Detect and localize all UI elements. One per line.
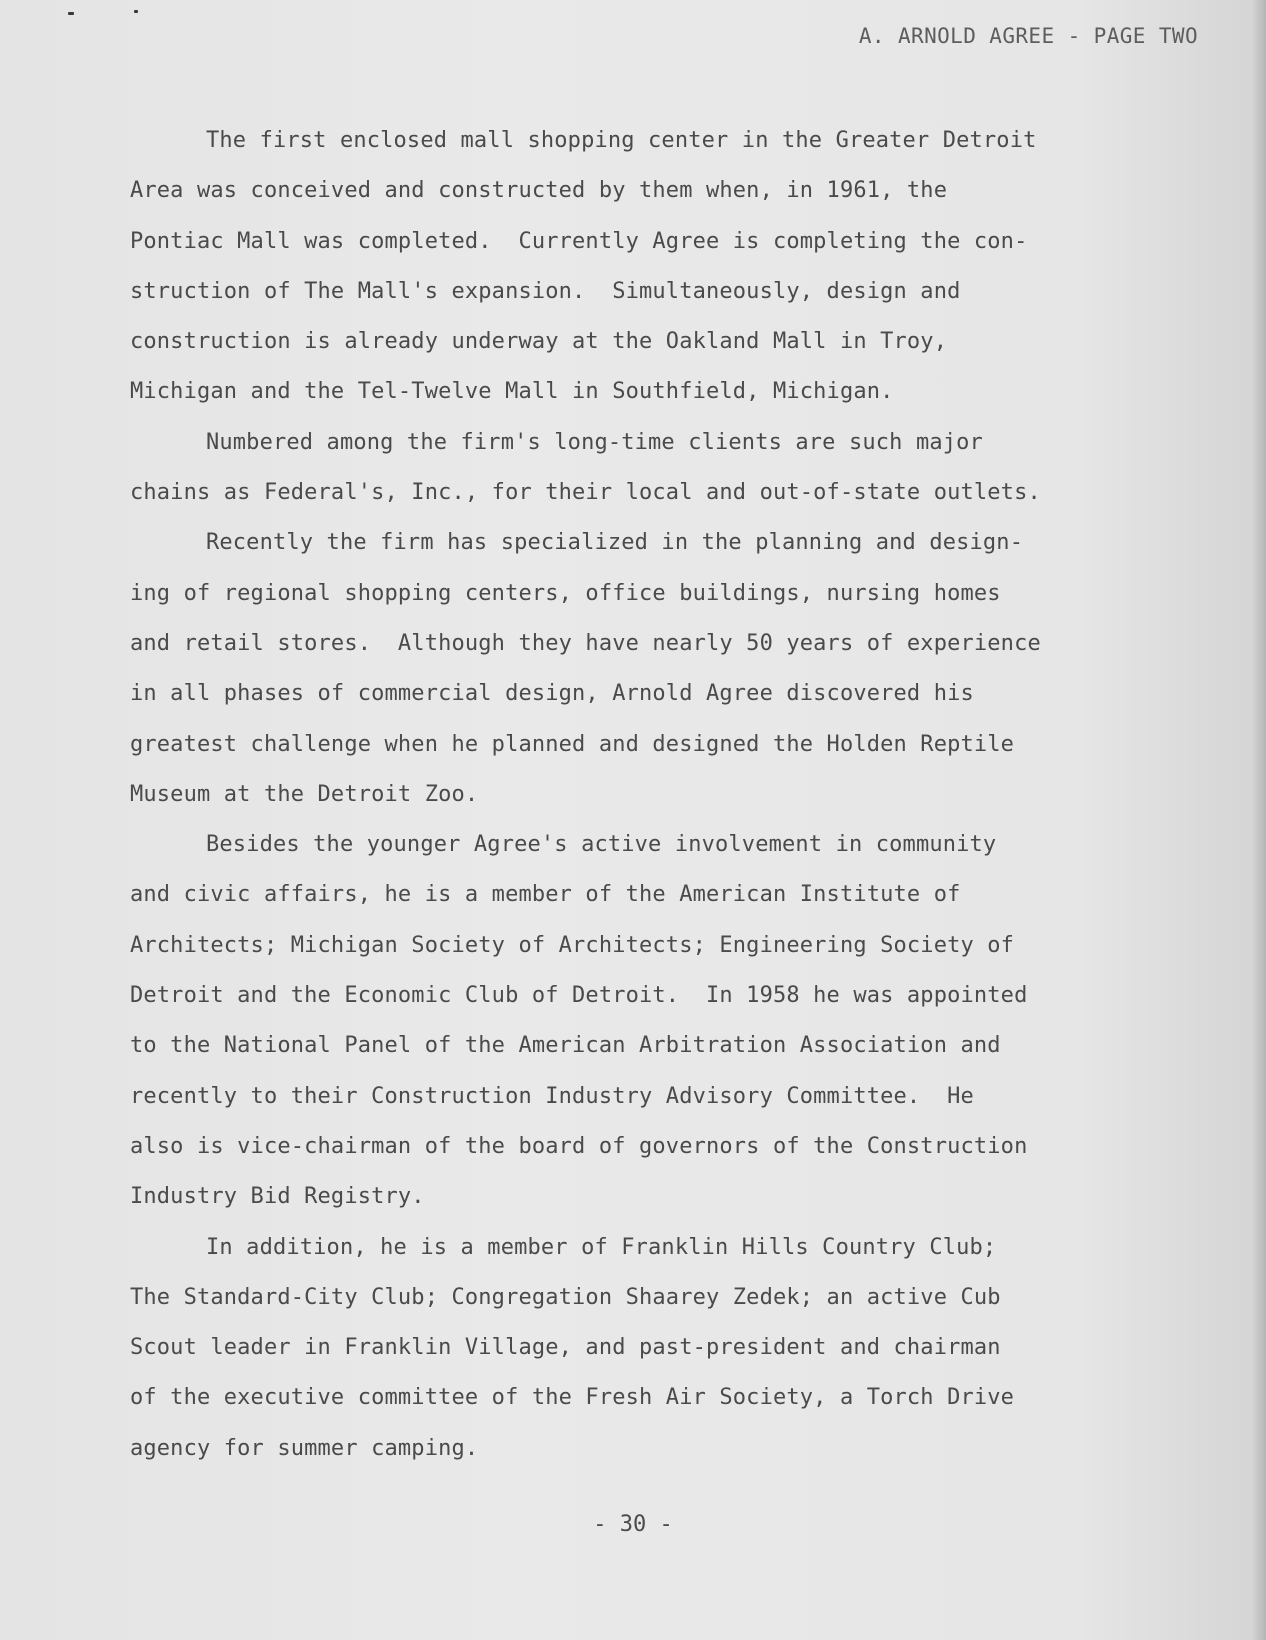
text-line: Michigan and the Tel-Twelve Mall in Southfield, Michigan.	[130, 379, 894, 405]
text-line: of the executive committee of the Fresh Air Society, a Torch Drive	[130, 1385, 1015, 1411]
paragraph	[130, 820, 1190, 1222]
text-line: Recently the firm has specialized in the planning and design-	[206, 530, 1024, 556]
text-line: Detroit and the Economic Club of Detroit. In 1958 he was appointed	[130, 983, 1028, 1009]
text-line: greatest challenge when he planned and designed the Holden Reptile	[130, 731, 1015, 757]
text-line: struction of The Mall's expansion. Simultaneously, design and	[130, 278, 961, 304]
running-header: A. ARNOLD AGREE - PAGE TWO	[858, 24, 1198, 48]
document-body	[130, 116, 1190, 1474]
text-line: Industry Bid Registry.	[130, 1184, 425, 1210]
text-line: recently to their Construction Industry Advisory Committee. He	[130, 1083, 974, 1109]
text-line: chains as Federal's, Inc., for their local and out-of-state outlets.	[130, 480, 1041, 506]
text-line: in all phases of commercial design, Arnold Agree discovered his	[130, 681, 974, 707]
text-line: also is vice-chairman of the board of governors of the Construction	[130, 1133, 1028, 1159]
text-line: The Standard-City Club; Congregation Shaarey Zedek; an active Cub	[130, 1284, 1001, 1310]
text-line: agency for summer camping.	[130, 1435, 479, 1461]
text-line: and retail stores. Although they have nearly 50 years of experience	[130, 630, 1041, 656]
text-line: Area was conceived and constructed by them when, in 1961, the	[130, 178, 948, 204]
text-line: Besides the younger Agree's active involvement in community	[206, 832, 997, 858]
scan-speck	[68, 12, 74, 15]
text-line: ing of regional shopping centers, office buildings, nursing homes	[130, 580, 1001, 606]
text-line: to the National Panel of the American Arbitration Association and	[130, 1033, 1001, 1059]
paragraph	[130, 1223, 1190, 1474]
page-edge-shadow	[1252, 0, 1266, 1640]
text-line: construction is already underway at the Oakland Mall in Troy,	[130, 329, 948, 355]
text-line: Architects; Michigan Society of Architects; Engineering Society of	[130, 932, 1015, 958]
paragraph	[130, 116, 1190, 418]
text-line: Museum at the Detroit Zoo.	[130, 781, 479, 807]
text-line: Numbered among the firm's long-time clients are such major	[206, 429, 983, 455]
paragraph	[130, 518, 1190, 820]
scan-speck	[134, 10, 138, 13]
text-line: Pontiac Mall was completed. Currently Agree is completing the con-	[130, 228, 1028, 254]
page-number: - 30 -	[593, 1512, 673, 1537]
paragraph	[130, 418, 1190, 519]
text-line: Scout leader in Franklin Village, and past-president and chairman	[130, 1335, 1001, 1361]
text-line: and civic affairs, he is a member of the American Institute of	[130, 882, 961, 908]
text-line: The first enclosed mall shopping center in the Greater Detroit	[206, 128, 1037, 153]
text-line: In addition, he is a member of Franklin Hills Country Club;	[206, 1234, 997, 1260]
